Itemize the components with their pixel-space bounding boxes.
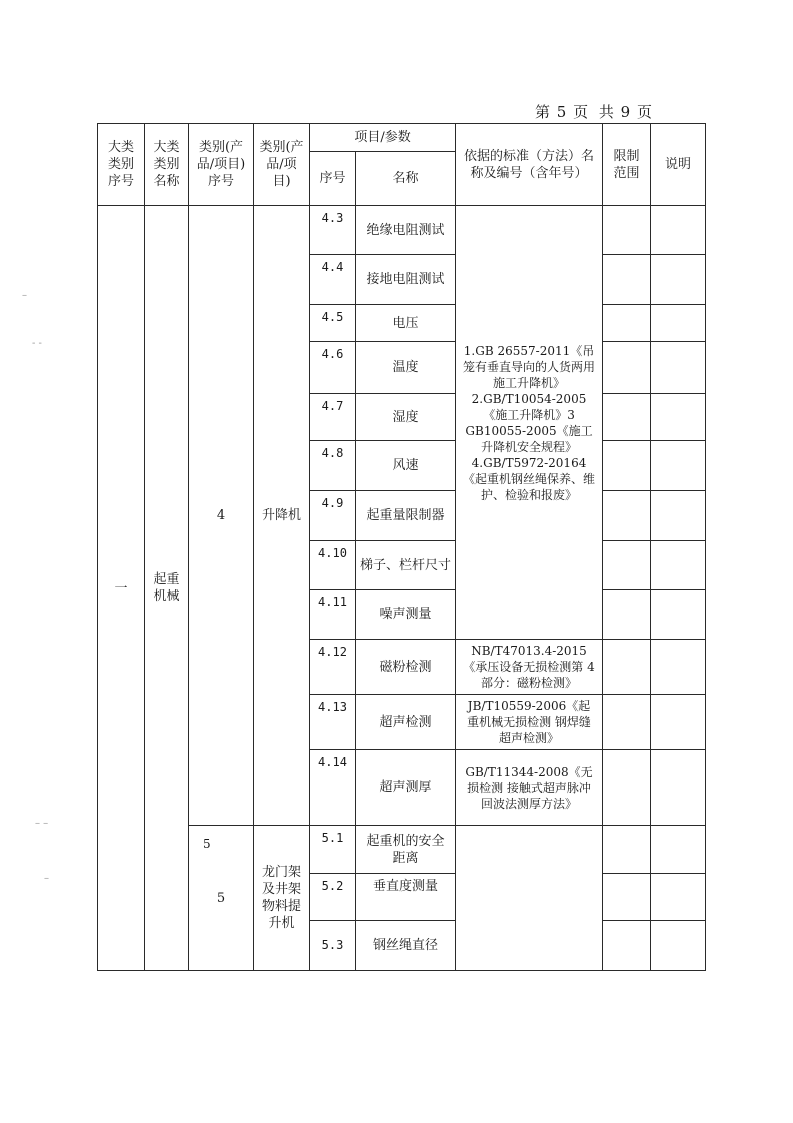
item-name: 起重机的安全距离: [356, 826, 456, 874]
note-cell: [651, 750, 706, 826]
header-item-group: 项目/参数: [310, 124, 456, 152]
item-seq: 4.10: [310, 541, 356, 590]
note-cell: [651, 394, 706, 441]
item-seq: 4.4: [310, 255, 356, 305]
scan-mark: –: [22, 290, 27, 301]
header-standard: 依据的标准（方法）名称及编号（含年号）: [456, 124, 603, 206]
limit-cell: [603, 590, 651, 640]
header-category-seq: 大类类别序号: [98, 124, 145, 206]
standard-ultrasonic: JB/T10559-2006《起重机械无损检测 钢焊缝超声检测》: [456, 695, 603, 750]
note-cell: [651, 305, 706, 342]
item-seq: 4.11: [310, 590, 356, 640]
limit-cell: [603, 491, 651, 541]
class4-seq: 4: [189, 206, 254, 826]
category-seq: 一: [98, 206, 145, 971]
item-name: 噪声测量: [356, 590, 456, 640]
note-cell: [651, 640, 706, 695]
item-seq: 4.8: [310, 441, 356, 491]
item-seq: 4.3: [310, 206, 356, 255]
limit-cell: [603, 255, 651, 305]
item-name: 绝缘电阻测试: [356, 206, 456, 255]
note-cell: [651, 590, 706, 640]
limit-cell: [603, 921, 651, 971]
item-seq: 5.3: [310, 921, 356, 971]
note-cell: [651, 491, 706, 541]
item-name: 温度: [356, 342, 456, 394]
item-seq: 5.1: [310, 826, 356, 874]
header-class-name: 类别(产品/项目): [254, 124, 310, 206]
limit-cell: [603, 826, 651, 874]
note-cell: [651, 541, 706, 590]
limit-cell: [603, 874, 651, 921]
limit-cell: [603, 206, 651, 255]
category-name: 起重机械: [145, 206, 189, 971]
item-seq: 4.13: [310, 695, 356, 750]
limit-cell: [603, 342, 651, 394]
scan-mark: –: [44, 873, 49, 884]
class5-name: 龙门架及井架物料提升机: [254, 826, 310, 971]
class4-name: 升降机: [254, 206, 310, 826]
note-cell: [651, 826, 706, 874]
standard-main: 1.GB 26557-2011《吊笼有垂直导向的人货两用施工升降机》2.GB/T10054-2005《施工升降机》3 GB10055-2005《施工升降机安全规程》4.GB/T5972-20164《起重机钢丝绳保养、维护、检验和报废》: [456, 206, 603, 640]
item-name: 超声测厚: [356, 750, 456, 826]
header-class-seq: 类别(产品/项目)序号: [189, 124, 254, 206]
standard-magnetic: NB/T47013.4-2015《承压设备无损检测第 4 部分：磁粉检测》: [456, 640, 603, 695]
class5-seq: [189, 826, 254, 971]
header-name: 名称: [356, 152, 456, 206]
class5-seq-main: 5: [216, 890, 226, 906]
note-cell: [651, 874, 706, 921]
limit-cell: [603, 695, 651, 750]
item-name: 风速: [356, 441, 456, 491]
item-seq: 4.7: [310, 394, 356, 441]
item-name: 钢丝绳直径: [356, 921, 456, 971]
item-seq: 4.12: [310, 640, 356, 695]
current-page: 第 5 页: [535, 103, 590, 121]
item-seq: 4.6: [310, 342, 356, 394]
header-note: 说明: [651, 124, 706, 206]
standard-empty: [456, 826, 603, 971]
item-name: 磁粉检测: [356, 640, 456, 695]
note-cell: [651, 342, 706, 394]
item-name: 起重量限制器: [356, 491, 456, 541]
item-seq: 4.14: [310, 750, 356, 826]
item-seq: 4.5: [310, 305, 356, 342]
class5-seq-top: 5: [203, 837, 211, 851]
inspection-table: [97, 123, 706, 971]
header-seq: 序号: [310, 152, 356, 206]
limit-cell: [603, 305, 651, 342]
scan-mark: - -: [32, 338, 42, 349]
limit-cell: [603, 541, 651, 590]
limit-cell: [603, 441, 651, 491]
limit-cell: [603, 750, 651, 826]
note-cell: [651, 206, 706, 255]
scan-mark: – –: [35, 818, 49, 829]
item-seq: 4.9: [310, 491, 356, 541]
item-name: 电压: [356, 305, 456, 342]
header-limit: 限制范围: [603, 124, 651, 206]
page-number: [535, 101, 657, 122]
item-name: 梯子、栏杆尺寸: [356, 541, 456, 590]
header-category-name: 大类类别名称: [145, 124, 189, 206]
note-cell: [651, 921, 706, 971]
note-cell: [651, 255, 706, 305]
item-name: 接地电阻测试: [356, 255, 456, 305]
item-name: 湿度: [356, 394, 456, 441]
limit-cell: [603, 394, 651, 441]
standard-thickness: GB/T11344-2008《无损检测 接触式超声脉冲回波法测厚方法》: [456, 750, 603, 826]
note-cell: [651, 441, 706, 491]
total-pages: 共 9 页: [598, 103, 653, 121]
limit-cell: [603, 640, 651, 695]
item-seq: 5.2: [310, 874, 356, 921]
note-cell: [651, 695, 706, 750]
item-name: 垂直度测量: [356, 874, 456, 921]
item-name: 超声检测: [356, 695, 456, 750]
